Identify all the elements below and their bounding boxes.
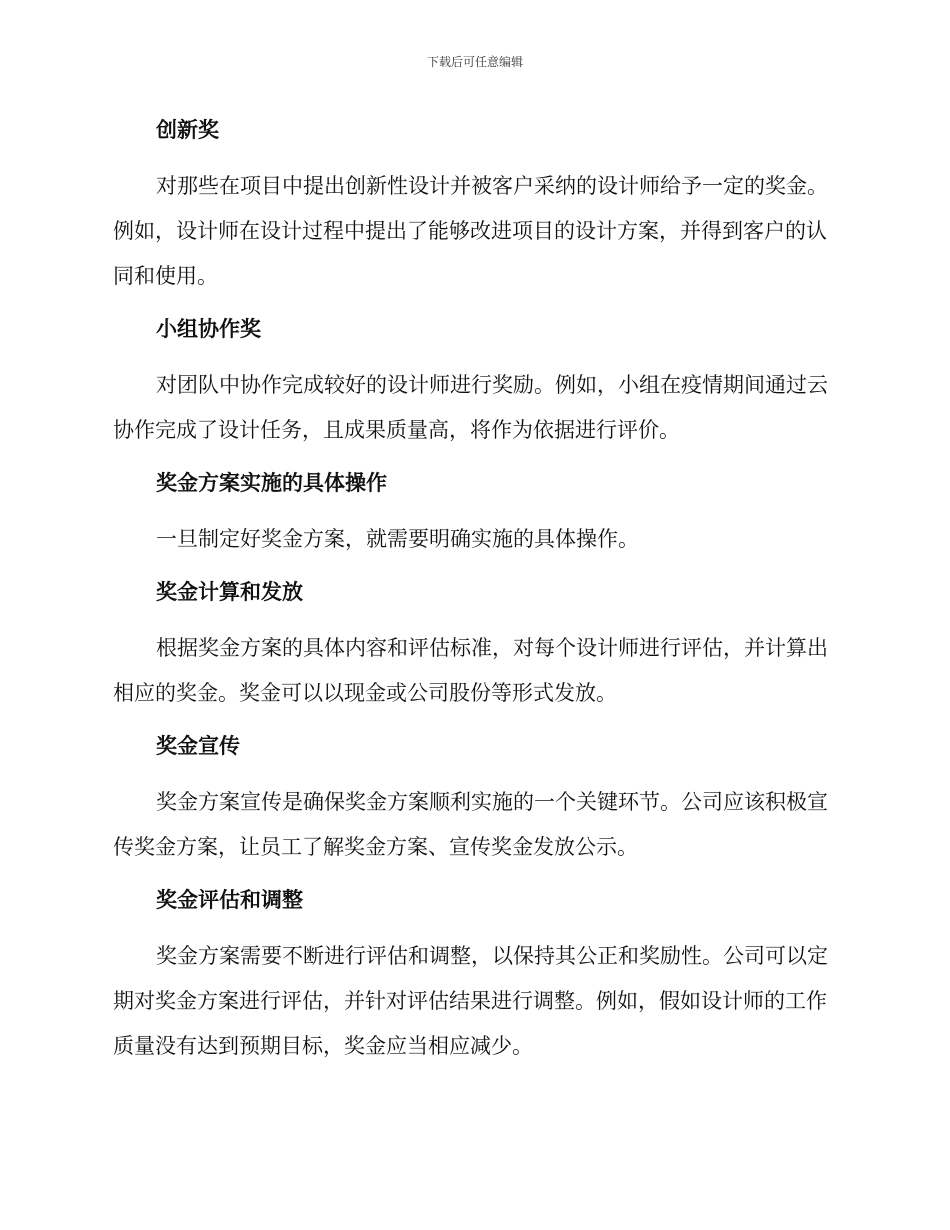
document-body (113, 112, 833, 1069)
section-paragraph-innovation-award: 对那些在项目中提出创新性设计并被客户采纳的设计师给予一定的奖金。例如，设计师在设计过程中提出了能够改进项目的设计方案，并得到客户的认同和使用。 (113, 174, 828, 288)
section-paragraph-implementation: 一旦制定好奖金方案，就需要明确实施的具体操作。 (156, 527, 639, 551)
section-heading-bonus-evaluation: 奖金评估和调整 (156, 888, 303, 912)
section-heading-innovation-award: 创新奖 (156, 118, 219, 142)
section-paragraph-bonus-evaluation: 奖金方案需要不断进行评估和调整，以保持其公正和奖励性。公司可以定期对奖金方案进行评估，并针对评估结果进行调整。例如，假如设计师的工作质量没有达到预期目标，奖金应当相应减少。 (113, 944, 828, 1058)
section-heading-team-collaboration-award: 小组协作奖 (156, 317, 261, 341)
section-heading-bonus-calculation: 奖金计算和发放 (156, 580, 303, 604)
section-paragraph-team-collaboration-award: 对团队中协作完成较好的设计师进行奖励。例如，小组在疫情期间通过云协作完成了设计任务，且成果质量高，将作为依据进行评价。 (113, 373, 828, 442)
section-heading-bonus-promotion: 奖金宣传 (156, 734, 240, 758)
section-paragraph-bonus-promotion: 奖金方案宣传是确保奖金方案顺利实施的一个关键环节。公司应该积极宣传奖金方案，让员工了解奖金方案、宣传奖金发放公示。 (113, 790, 828, 859)
section-heading-implementation: 奖金方案实施的具体操作 (156, 471, 387, 495)
section-paragraph-bonus-calculation: 根据奖金方案的具体内容和评估标准，对每个设计师进行评估，并计算出相应的奖金。奖金可以以现金或公司股份等形式发放。 (113, 636, 828, 705)
page-header: 下载后可任意编辑 (426, 55, 523, 69)
